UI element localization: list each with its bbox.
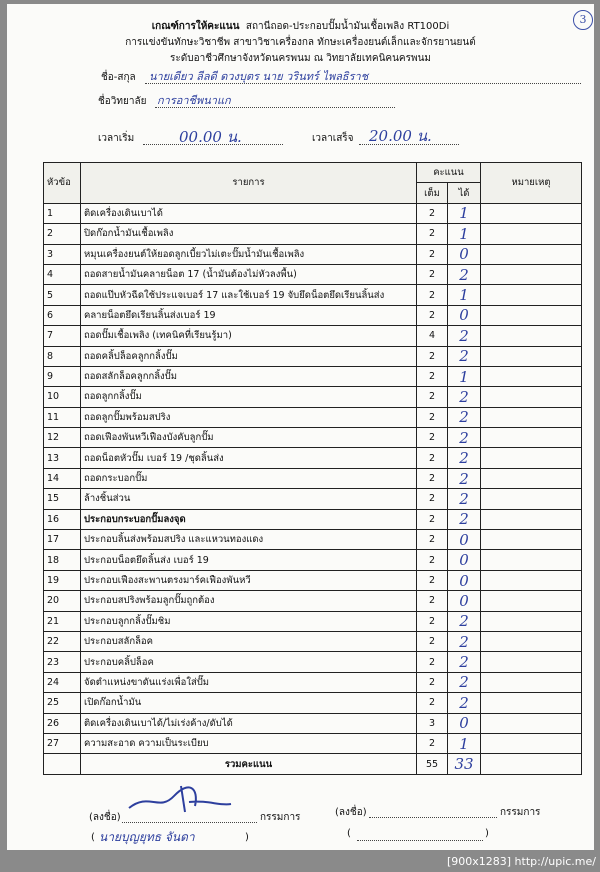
college-value: การอาชีพนาแก xyxy=(157,94,231,107)
header-line-3: ระดับอาชีวศึกษาจังหวัดนครพนม ณ วิทยาลัยเทคนิคนครพนม xyxy=(169,53,432,64)
row-full-score: 2 xyxy=(417,631,448,651)
total-full: 55 xyxy=(417,754,448,774)
row-item: ประกอบลูกกลิ้งปั๊มชิม xyxy=(81,611,417,631)
total-row xyxy=(44,754,582,774)
row-number: 3 xyxy=(44,244,81,264)
total-label: รวมคะแนน xyxy=(81,754,417,774)
row-got-score: 1 xyxy=(459,286,469,305)
col-header-score: คะแนน xyxy=(417,163,481,183)
row-full-score: 2 xyxy=(417,448,448,468)
row-note xyxy=(481,224,582,244)
row-got-score: 2 xyxy=(459,428,469,447)
row-got-score: 2 xyxy=(459,673,469,692)
right-name-bracket-close: ) xyxy=(485,828,489,839)
row-number: 11 xyxy=(44,407,81,427)
table-row xyxy=(44,448,582,468)
row-note xyxy=(481,631,582,651)
right-name-bracket: ( xyxy=(347,828,351,839)
table-row xyxy=(44,672,582,692)
row-got-score: 0 xyxy=(459,530,469,549)
row-item: ถอดลูกกลิ้งปั๊ม xyxy=(81,387,417,407)
row-item: ถอดแป๊บหัวฉีดใช้ประแจเบอร์ 17 และใช้เบอร์ 19 จับยึดน็อตยึดเรียนลิ้นส่ง xyxy=(81,285,417,305)
table-row xyxy=(44,224,582,244)
row-note xyxy=(481,509,582,529)
row-item: จัดตำแหน่งขาดันแร่งเพื่อใส่ปั๊ม xyxy=(81,672,417,692)
right-name-dotline xyxy=(357,840,483,841)
row-got-score: 2 xyxy=(459,326,469,345)
row-got-score: 0 xyxy=(459,591,469,610)
left-role-label: กรรมการ xyxy=(260,812,301,823)
table-row xyxy=(44,652,582,672)
row-got-score: 0 xyxy=(459,306,469,325)
row-note xyxy=(481,387,582,407)
row-note xyxy=(481,652,582,672)
row-item: ประกอบสปริงพร้อมลูกปั๊มถูกต้อง xyxy=(81,591,417,611)
row-note xyxy=(481,264,582,284)
row-got-score: 0 xyxy=(459,245,469,264)
row-full-score: 2 xyxy=(417,652,448,672)
table-row xyxy=(44,509,582,529)
row-note xyxy=(481,693,582,713)
left-name-bracket-close: ) xyxy=(245,832,249,843)
row-item: ประกอบน็อตยึดลิ้นส่ง เบอร์ 19 xyxy=(81,550,417,570)
row-full-score: 2 xyxy=(417,285,448,305)
row-full-score: 2 xyxy=(417,611,448,631)
table-row xyxy=(44,285,582,305)
row-full-score: 2 xyxy=(417,366,448,386)
table-row xyxy=(44,407,582,427)
row-note xyxy=(481,591,582,611)
row-got-score: 2 xyxy=(459,612,469,631)
row-note xyxy=(481,489,582,509)
right-sign-label: (ลงชื่อ) xyxy=(335,807,367,818)
table-row xyxy=(44,489,582,509)
row-note xyxy=(481,305,582,325)
table-row xyxy=(44,264,582,284)
row-item: ประกอบเฟืองสะพานตรงมาร์คเฟืองพันหวี xyxy=(81,570,417,590)
row-item: ประกอบคลิ้ปล็อค xyxy=(81,652,417,672)
table-row xyxy=(44,244,582,264)
row-item: ถอดกระบอกปั๊ม xyxy=(81,468,417,488)
row-full-score: 2 xyxy=(417,570,448,590)
row-got-score: 0 xyxy=(459,571,469,590)
table-row xyxy=(44,203,582,223)
row-item: ถอดคลิ้ปล็อคลูกกลิ้งปั๊ม xyxy=(81,346,417,366)
row-item: เปิดก๊อกน้ำมัน xyxy=(81,693,417,713)
start-time-label: เวลาเริ่ม xyxy=(98,133,135,144)
row-number: 17 xyxy=(44,530,81,550)
row-full-score: 2 xyxy=(417,591,448,611)
table-row xyxy=(44,733,582,753)
col-header-no: หัวข้อ xyxy=(44,163,81,204)
table-row xyxy=(44,530,582,550)
row-note xyxy=(481,733,582,753)
table-row xyxy=(44,631,582,651)
row-number: 7 xyxy=(44,326,81,346)
row-number: 25 xyxy=(44,693,81,713)
row-got-score: 2 xyxy=(459,653,469,672)
header-line-2: การแข่งขันทักษะวิชาชีพ สาขาวิชาเครื่องกล ทักษะเครื่องยนต์เล็กและจักรยานยนต์ xyxy=(125,37,476,48)
total-got: 33 xyxy=(454,755,474,774)
table-row xyxy=(44,713,582,733)
row-got-score: 2 xyxy=(459,387,469,406)
row-full-score: 2 xyxy=(417,264,448,284)
end-time-value: 20.00 น. xyxy=(369,127,432,145)
right-sign-dotline xyxy=(369,817,497,818)
right-role-label: กรรมการ xyxy=(500,807,541,818)
row-note xyxy=(481,346,582,366)
row-item: ความสะอาด ความเป็นระเบียบ xyxy=(81,733,417,753)
row-got-score: 2 xyxy=(459,510,469,529)
row-got-score: 1 xyxy=(459,734,469,753)
col-header-note: หมายเหตุ xyxy=(481,163,582,204)
row-got-score: 2 xyxy=(459,632,469,651)
row-full-score: 2 xyxy=(417,244,448,264)
row-got-score: 1 xyxy=(459,367,469,386)
row-note xyxy=(481,550,582,570)
row-number: 15 xyxy=(44,489,81,509)
row-got-score: 1 xyxy=(459,204,469,223)
row-number: 16 xyxy=(44,509,81,529)
row-note xyxy=(481,530,582,550)
row-got-score: 2 xyxy=(459,265,469,284)
table-row xyxy=(44,428,582,448)
row-number: 20 xyxy=(44,591,81,611)
row-item: ล้างชิ้นส่วน xyxy=(81,489,417,509)
header-title: เกณฑ์การให้คะแนน xyxy=(151,21,240,32)
row-got-score: 2 xyxy=(459,408,469,427)
row-full-score: 2 xyxy=(417,346,448,366)
row-number: 10 xyxy=(44,387,81,407)
left-sign-dotline xyxy=(122,822,257,823)
score-sheet-page xyxy=(7,4,594,850)
row-note xyxy=(481,468,582,488)
row-note xyxy=(481,203,582,223)
row-note xyxy=(481,448,582,468)
row-item: ปิดก๊อกน้ำมันเชื้อเพลิง xyxy=(81,224,417,244)
row-number: 13 xyxy=(44,448,81,468)
row-full-score: 2 xyxy=(417,387,448,407)
row-item: ถอดเฟืองพันหวีเฟืองบังคับลูกปั๊ม xyxy=(81,428,417,448)
row-note xyxy=(481,244,582,264)
row-number: 26 xyxy=(44,713,81,733)
row-number: 23 xyxy=(44,652,81,672)
row-note xyxy=(481,285,582,305)
row-number: 8 xyxy=(44,346,81,366)
row-note xyxy=(481,326,582,346)
row-number: 9 xyxy=(44,366,81,386)
row-full-score: 2 xyxy=(417,672,448,692)
col-header-got: ได้ xyxy=(448,183,481,203)
row-full-score: 4 xyxy=(417,326,448,346)
row-number: 5 xyxy=(44,285,81,305)
row-note xyxy=(481,570,582,590)
row-full-score: 2 xyxy=(417,428,448,448)
row-full-score: 2 xyxy=(417,203,448,223)
left-signer-name: นายบุญยุทธ จันดา xyxy=(99,830,195,844)
end-time-label: เวลาเสร็จ xyxy=(312,133,354,144)
row-item: ติดเครื่องเดินเบาได้ xyxy=(81,203,417,223)
row-number: 2 xyxy=(44,224,81,244)
table-header-row xyxy=(44,163,582,183)
table-row xyxy=(44,326,582,346)
row-note xyxy=(481,672,582,692)
row-item: ประกอบกระบอกปั๊มลงจุด xyxy=(81,509,417,529)
row-item: ถอดสลักล็อคลูกกลิ้งปั๊ม xyxy=(81,366,417,386)
table-row xyxy=(44,468,582,488)
header-line-1 xyxy=(7,19,594,34)
row-number: 19 xyxy=(44,570,81,590)
row-got-score: 2 xyxy=(459,693,469,712)
table-row xyxy=(44,387,582,407)
col-header-item: รายการ xyxy=(81,163,417,204)
score-table xyxy=(43,162,582,775)
row-note xyxy=(481,407,582,427)
row-full-score: 2 xyxy=(417,530,448,550)
row-item: ประกอบลิ้นส่งพร้อมสปริง และแหวนทองแดง xyxy=(81,530,417,550)
row-number: 4 xyxy=(44,264,81,284)
table-row xyxy=(44,591,582,611)
row-number: 18 xyxy=(44,550,81,570)
row-got-score: 0 xyxy=(459,551,469,570)
row-full-score: 2 xyxy=(417,468,448,488)
row-item: ถอดน็อตหัวปั๊ม เบอร์ 19 /ชุดลิ้นส่ง xyxy=(81,448,417,468)
row-got-score: 0 xyxy=(459,714,469,733)
row-number: 22 xyxy=(44,631,81,651)
row-got-score: 2 xyxy=(459,347,469,366)
table-row xyxy=(44,346,582,366)
row-number: 21 xyxy=(44,611,81,631)
header-station: สถานีถอด-ประกอบปั๊มน้ำมันเชื้อเพลิง RT100Di xyxy=(245,21,450,32)
row-item: คลายน็อตยึดเรียนลิ้นส่งเบอร์ 19 xyxy=(81,305,417,325)
row-item: ติดเครื่องเดินเบาได้/ไม่เร่งค้าง/ดับได้ xyxy=(81,713,417,733)
row-note xyxy=(481,366,582,386)
left-sign-label: (ลงชื่อ) xyxy=(89,812,121,823)
table-row xyxy=(44,550,582,570)
row-number: 14 xyxy=(44,468,81,488)
table-row xyxy=(44,305,582,325)
row-note xyxy=(481,713,582,733)
college-label: ชื่อวิทยาลัย xyxy=(98,96,147,107)
name-value: นายเดียว ลีลดี ดวงบุตร นาย วรินทร์ ไพลธิราช xyxy=(149,70,369,83)
row-note xyxy=(481,611,582,631)
row-full-score: 2 xyxy=(417,224,448,244)
page-number: 3 xyxy=(573,10,593,30)
start-time-value: 00.00 น. xyxy=(179,128,242,146)
col-header-full: เต็ม xyxy=(417,183,448,203)
row-note xyxy=(481,428,582,448)
row-number: 12 xyxy=(44,428,81,448)
row-full-score: 2 xyxy=(417,407,448,427)
row-got-score: 1 xyxy=(459,224,469,243)
row-full-score: 2 xyxy=(417,305,448,325)
row-full-score: 2 xyxy=(417,693,448,713)
row-full-score: 2 xyxy=(417,509,448,529)
row-full-score: 3 xyxy=(417,713,448,733)
row-number: 24 xyxy=(44,672,81,692)
row-full-score: 2 xyxy=(417,489,448,509)
left-name-bracket: ( xyxy=(91,832,95,843)
row-full-score: 2 xyxy=(417,733,448,753)
row-number: 1 xyxy=(44,203,81,223)
table-row xyxy=(44,611,582,631)
table-row xyxy=(44,366,582,386)
table-row xyxy=(44,693,582,713)
row-got-score: 2 xyxy=(459,449,469,468)
row-item: ประกอบสลักล็อค xyxy=(81,631,417,651)
left-signature-scribble xyxy=(119,782,239,818)
row-got-score: 2 xyxy=(459,489,469,508)
image-watermark: [900x1283] http://upic.me/ xyxy=(446,855,596,868)
row-full-score: 2 xyxy=(417,550,448,570)
name-label: ชื่อ-สกุล xyxy=(101,72,136,83)
row-item: หมุนเครื่องยนต์ให้ยอดลูกเบี้ยวไม่เตะปั๊มน้ำมันเชื้อเพลิง xyxy=(81,244,417,264)
row-number: 27 xyxy=(44,733,81,753)
row-item: ถอดลูกปั๊มพร้อมสปริง xyxy=(81,407,417,427)
row-number: 6 xyxy=(44,305,81,325)
row-item: ถอดสายน้ำมันคลายน็อต 17 (น้ำมันต้องไม่หัวลงพื้น) xyxy=(81,264,417,284)
row-item: ถอดปั๊มเชื้อเพลิง (เทคนิคที่เรียนรู้มา) xyxy=(81,326,417,346)
row-got-score: 2 xyxy=(459,469,469,488)
table-row xyxy=(44,570,582,590)
